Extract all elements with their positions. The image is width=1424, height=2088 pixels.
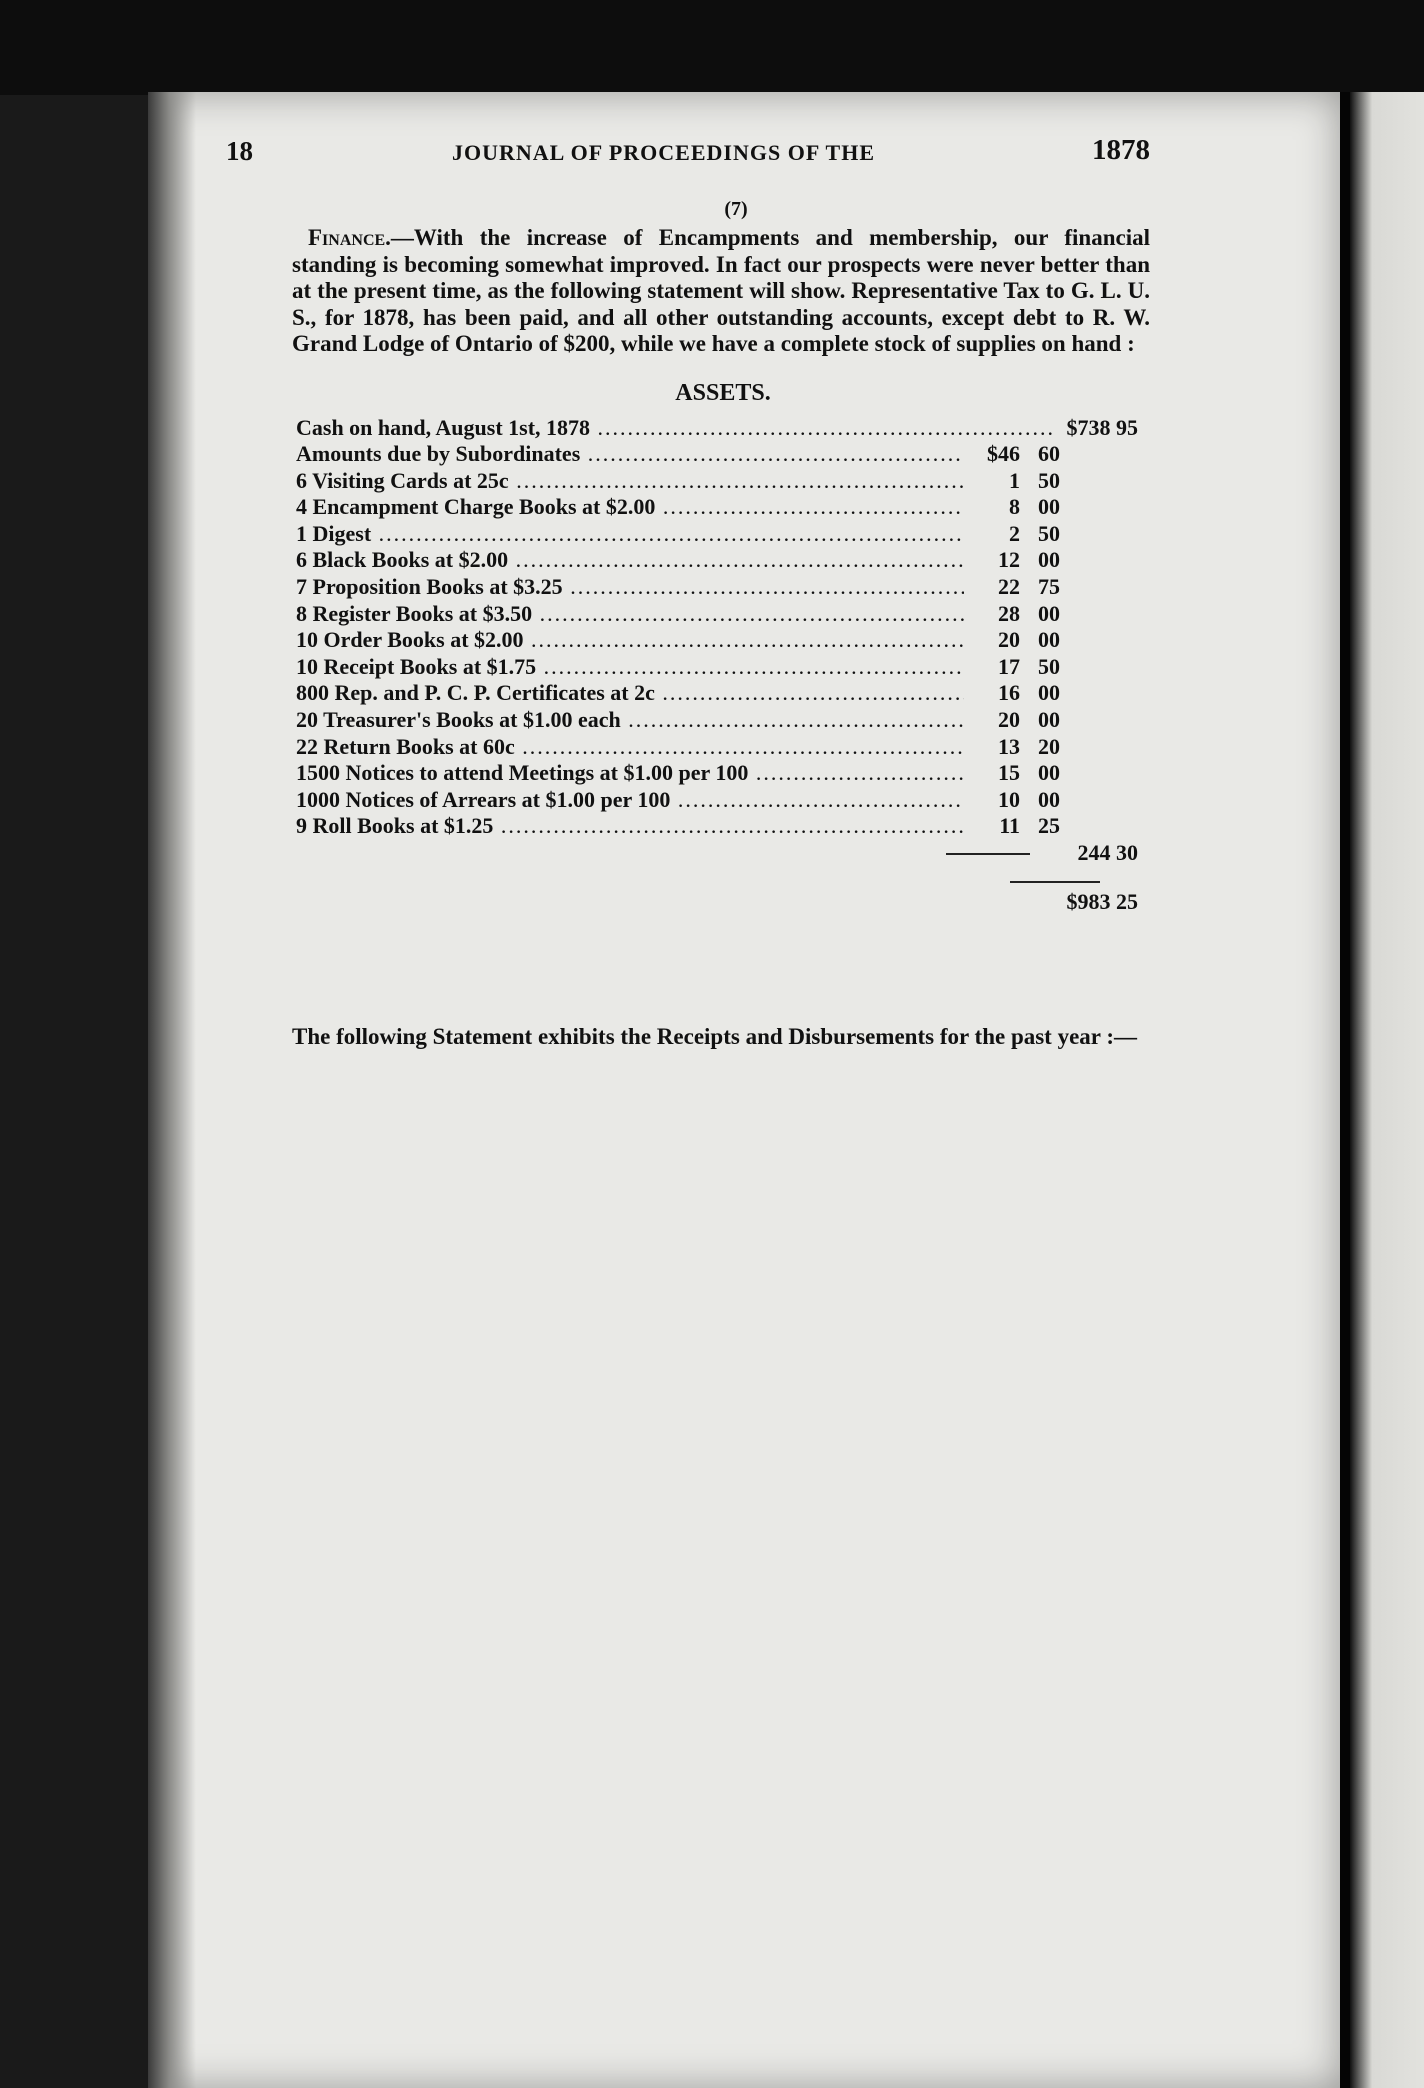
asset-label: 20 Treasurer's Books at $1.00 each ..... [296,707,964,733]
page-binding-shadow [148,92,196,2088]
cash-row [292,415,1150,442]
asset-cents: 75 [1038,574,1060,600]
asset-label: 1500 Notices to attend Meetings at $1.00 per 100 ..... [296,760,964,786]
asset-label: 22 Return Books at 60c ..... [296,734,964,760]
asset-cents: 60 [1038,441,1060,467]
asset-dollars: 1 [1009,467,1020,493]
asset-dollars: 16 [998,680,1020,706]
asset-row [292,813,1150,840]
asset-row [292,468,1150,495]
page-number: 18 [226,136,253,166]
asset-dollars: 28 [998,600,1020,626]
grand-total-value: $983 25 [1066,888,1138,914]
asset-cents: 00 [1038,547,1060,573]
adjacent-page-edge [1350,92,1424,2088]
asset-row [292,760,1150,787]
asset-dollars: 12 [998,547,1020,573]
asset-cents: 00 [1038,627,1060,653]
subtotal-rule [946,853,1030,855]
cash-label: Cash on hand, August 1st, 1878 ..... [296,415,1054,441]
asset-label: 10 Order Books at $2.00 ..... [296,627,964,653]
closing-paragraph: The following Statement exhibits the Receipts and Disbursements for the past year :— [292,1024,1138,1050]
asset-row [292,680,1150,707]
subtotal-row [292,840,1150,867]
asset-dollars: 11 [999,813,1020,839]
header-year: 1878 [1092,134,1150,166]
assets-heading: ASSETS. [675,379,771,406]
asset-dollars: 2 [1009,520,1020,546]
asset-row [292,601,1150,628]
asset-cents: 00 [1038,786,1060,812]
asset-label: 10 Receipt Books at $1.75 ..... [296,654,964,680]
asset-label: 1000 Notices of Arrears at $1.00 per 100 ..... [296,787,964,813]
running-header [226,130,1150,174]
asset-dollars: 17 [998,653,1020,679]
asset-cents: 20 [1038,733,1060,759]
asset-dollars: 20 [998,707,1020,733]
journal-title: JOURNAL OF PROCEEDINGS OF THE [452,140,876,165]
assets-table [292,415,1150,916]
finance-text: —With the increase of Encampments and membership, our financial standing is becoming somewhat improved. In fact our prospects were never better than at the present time, as the following statement will show. Representative Tax to G. L. U. S., for 1878, has been paid, and all other outstanding accounts, except debt to R. W. Grand Lodge of Ontario of $200, while we have a complete stock of supplies on hand : [292,225,1150,356]
asset-dollars: 15 [998,760,1020,786]
asset-row [292,707,1150,734]
asset-dollars: 8 [1009,494,1020,520]
asset-dollars: 10 [998,786,1020,812]
scan-background-top [0,0,1424,95]
asset-label: 4 Encampment Charge Books at $2.00 ..... [296,494,964,520]
asset-cents: 00 [1038,680,1060,706]
asset-dollars: 20 [998,627,1020,653]
finance-lead-word: Finance. [308,225,391,250]
asset-label: 1 Digest ..... [296,521,964,547]
asset-row [292,494,1150,521]
grand-total-rule [1010,881,1100,883]
asset-row [292,627,1150,654]
asset-dollars: 22 [998,574,1020,600]
asset-cents: 00 [1038,600,1060,626]
asset-label: 6 Black Books at $2.00 ..... [296,547,964,573]
asset-row [292,547,1150,574]
asset-cents: 00 [1038,760,1060,786]
asset-row [292,574,1150,601]
asset-cents: 00 [1038,494,1060,520]
asset-dollars: $46 [987,441,1020,467]
asset-cents: 25 [1038,813,1060,839]
asset-item-rows [292,441,1150,840]
subtotal-value: 244 30 [1077,840,1138,865]
finance-paragraph [292,225,1150,358]
asset-label: 800 Rep. and P. C. P. Certificates at 2c ..... [296,680,964,706]
asset-label: 7 Proposition Books at $3.25 ..... [296,574,964,600]
asset-cents: 50 [1038,520,1060,546]
asset-label: 6 Visiting Cards at 25c ..... [296,468,964,494]
asset-label: Amounts due by Subordinates ..... [296,441,964,467]
asset-label: 8 Register Books at $3.50 ..... [296,601,964,627]
asset-cents: 00 [1038,707,1060,733]
asset-row [292,654,1150,681]
asset-dollars: 13 [998,733,1020,759]
grand-total-row [292,889,1150,916]
asset-cents: 50 [1038,467,1060,493]
asset-row [292,787,1150,814]
asset-row [292,734,1150,761]
page-content [226,130,1150,1073]
section-number: (7) [724,198,748,220]
asset-label: 9 Roll Books at $1.25 ..... [296,813,964,839]
asset-row [292,441,1150,468]
cash-total: $738 95 [1066,414,1138,440]
asset-row [292,521,1150,548]
asset-cents: 50 [1038,653,1060,679]
